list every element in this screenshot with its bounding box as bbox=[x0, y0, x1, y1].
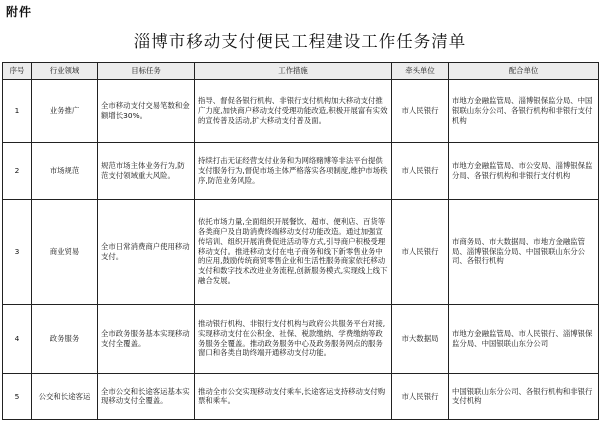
row-measures: 持续打击无证经营支付业务和为网络赌博等非法平台提供支付服务行为,督促市场主体严格落实各项制度,维护市场秩序,防范业务风险。 bbox=[195, 142, 392, 199]
row-no: 1 bbox=[3, 80, 32, 143]
row-no: 5 bbox=[3, 373, 32, 419]
row-measures: 指导、督促各银行机构、非银行支付机构加大移动支付推广力度,加快商户移动支付受理功能改造,积极开展富有实效的宣传普及活动,扩大移动支付普及面。 bbox=[195, 80, 392, 143]
row-partners: 市地方金融监管局、市公安局、淄博银保监分局、各银行机构和非银行支付机构 bbox=[449, 142, 599, 199]
row-lead: 市人民银行 bbox=[392, 373, 449, 419]
table-row bbox=[3, 304, 599, 373]
header-no: 序号 bbox=[3, 63, 32, 80]
row-partners: 市地方金融监管局、市人民银行、淄博银保监分局、中国银联山东分公司 bbox=[449, 304, 599, 373]
row-lead: 市人民银行 bbox=[392, 142, 449, 199]
table-row bbox=[3, 80, 599, 143]
row-domain: 政务服务 bbox=[32, 304, 98, 373]
row-goal: 全市公交和长途客运基本实现移动支付全覆盖。 bbox=[98, 373, 195, 419]
row-domain: 公交和长途客运 bbox=[32, 373, 98, 419]
row-domain: 市场规范 bbox=[32, 142, 98, 199]
table-row bbox=[3, 199, 599, 304]
row-goal: 全市政务服务基本实现移动支付全覆盖。 bbox=[98, 304, 195, 373]
row-domain: 业务推广 bbox=[32, 80, 98, 143]
document-title: 淄博市移动支付便民工程建设工作任务清单 bbox=[133, 32, 467, 51]
row-goal: 规范市场主体业务行为,防范支付领域重大风险。 bbox=[98, 142, 195, 199]
row-goal: 全市日常消费商户使用移动支付。 bbox=[98, 199, 195, 304]
row-measures: 推动银行机构、非银行支付机构与政府公共服务平台对接,实现移动支付在公积金、社保、税款缴纳、学费缴纳等政务服务全覆盖。推动政务服务中心及政务服务网点的服务窗口和各类自助终端开通移动支付功能。 bbox=[195, 304, 392, 373]
row-partners: 市地方金融监管局、淄博银保监分局、中国银联山东分公司、各银行机构和非银行支付机构 bbox=[449, 80, 599, 143]
row-lead: 市人民银行 bbox=[392, 199, 449, 304]
table-row bbox=[3, 142, 599, 199]
row-lead: 市人民银行 bbox=[392, 80, 449, 143]
row-no: 4 bbox=[3, 304, 32, 373]
row-goal: 全市移动支付交易笔数和金额增长30%。 bbox=[98, 80, 195, 143]
header-domain: 行业领域 bbox=[32, 63, 98, 80]
attachment-label: 附件 bbox=[6, 5, 33, 19]
row-partners: 中国银联山东分公司、各银行机构和非银行支付机构 bbox=[449, 373, 599, 419]
row-domain: 商业贸易 bbox=[32, 199, 98, 304]
row-no: 3 bbox=[3, 199, 32, 304]
row-measures: 依托市场力量,全面组织开展餐饮、超市、便利店、百货等各类商户及自助消费终端移动支付功能改造。通过加强宣传培训、组织开展消费促进活动等方式,引导商户积极受理移动支付。推进移动支付在电子商务和线下新零售业务中的应用,鼓励传统商贸零售企业和生活性服务商家依托移动支付和数字技术改进业务流程,创新服务模式,实现线上线下融合发展。 bbox=[195, 199, 392, 304]
table-row bbox=[3, 373, 599, 419]
header-goal: 目标任务 bbox=[98, 63, 195, 80]
row-lead: 市大数据局 bbox=[392, 304, 449, 373]
header-measures: 工作措施 bbox=[195, 63, 392, 80]
task-table bbox=[2, 62, 599, 420]
row-partners: 市商务局、市大数据局、市地方金融监管局、淄博银保监分局、中国银联山东分公司、各银行机构 bbox=[449, 199, 599, 304]
header-lead: 牵头单位 bbox=[392, 63, 449, 80]
table-header-row bbox=[3, 63, 599, 80]
row-measures: 推动全市公交实现移动支付乘车,长途客运支持移动支付购票和乘车。 bbox=[195, 373, 392, 419]
row-no: 2 bbox=[3, 142, 32, 199]
header-partners: 配合单位 bbox=[449, 63, 599, 80]
